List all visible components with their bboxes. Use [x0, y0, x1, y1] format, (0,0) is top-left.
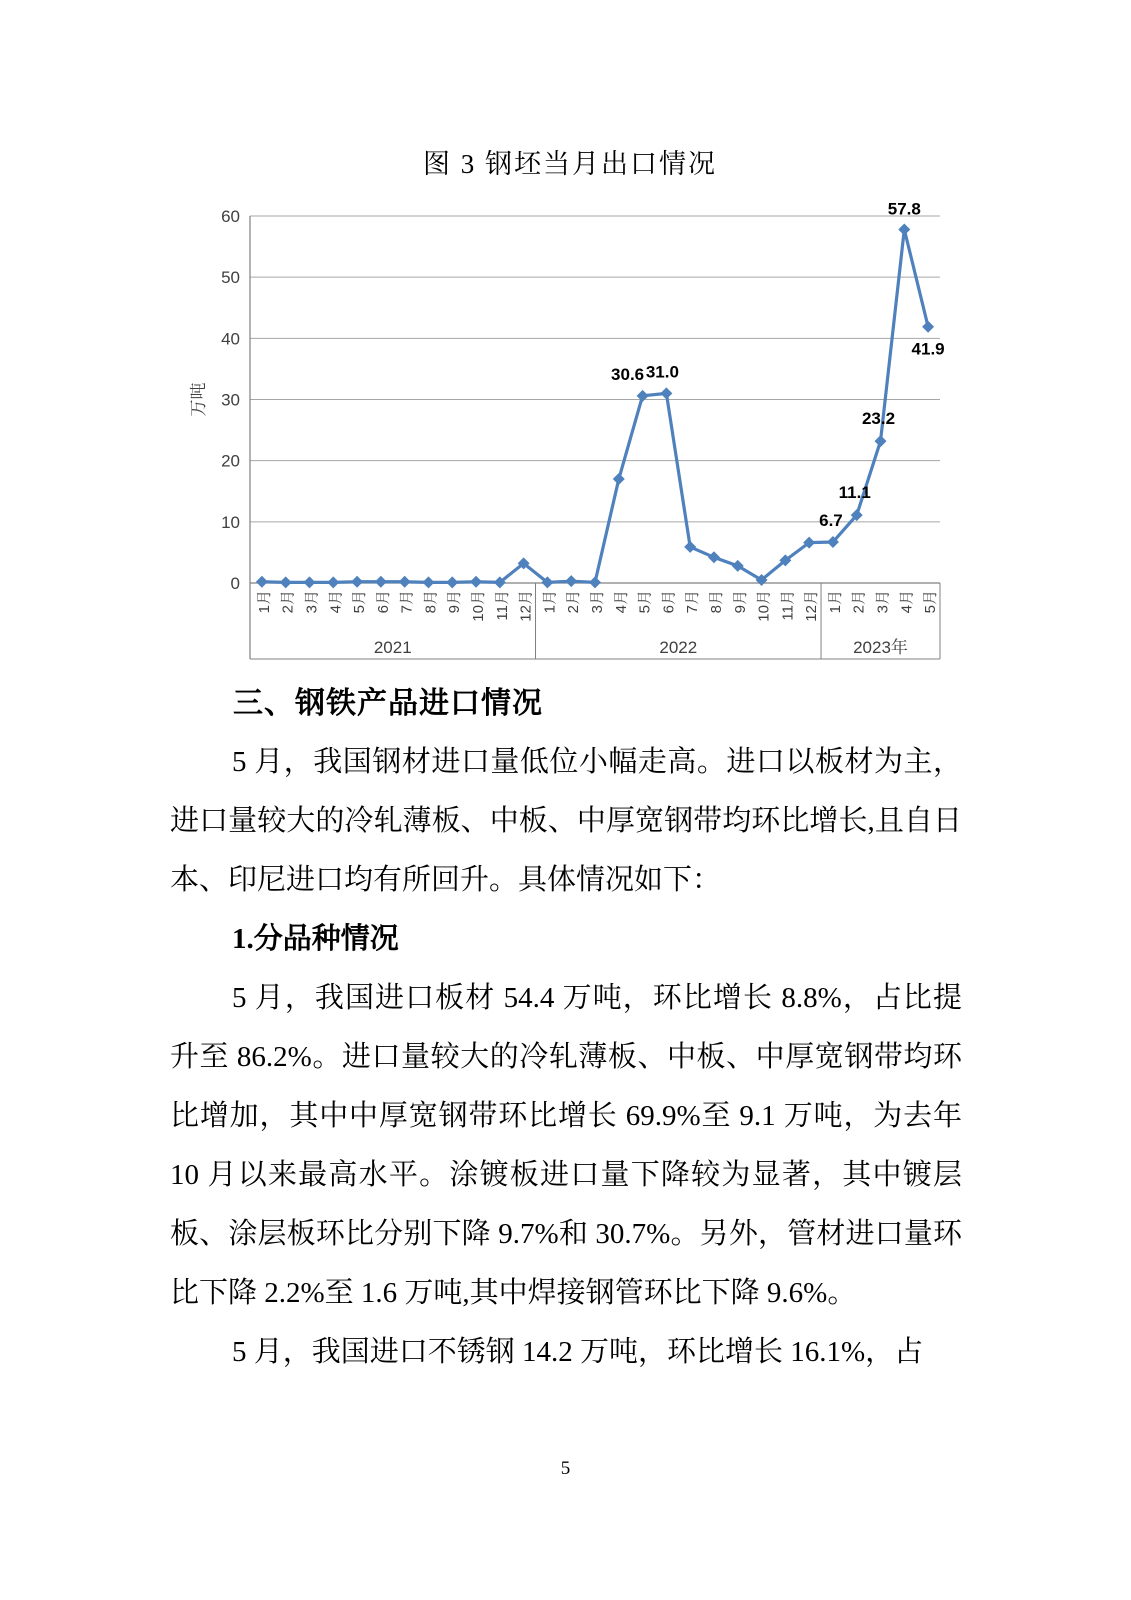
y-tick-label: 50 [221, 268, 240, 288]
year-label: 2023年 [853, 638, 908, 657]
y-tick-label: 30 [221, 390, 240, 410]
x-tick-label: 2月 [850, 590, 868, 614]
data-point-marker [684, 541, 696, 553]
x-tick-label: 10月 [755, 590, 773, 622]
data-point-marker [470, 576, 482, 588]
y-tick-label: 60 [221, 207, 240, 226]
y-tick-label: 10 [221, 512, 240, 532]
chart-title: 图 3 钢坯当月出口情况 [423, 149, 717, 179]
x-tick-label: 1月 [826, 590, 844, 614]
x-tick-label: 7月 [684, 590, 702, 614]
data-point-marker [875, 435, 887, 447]
data-label: 31.0 [645, 362, 679, 382]
x-tick-label: 8月 [422, 590, 440, 614]
billet-export-chart [180, 188, 1000, 668]
x-tick-label: 3月 [874, 590, 892, 614]
paragraph-stainless: 5 月，我国进口不锈钢 14.2 万吨，环比增长 16.1%，占 [232, 1336, 924, 1368]
x-tick-label: 11月 [779, 590, 797, 621]
data-point-marker [922, 321, 934, 333]
billet-export-chart-svg [180, 188, 1000, 668]
x-tick-label: 4月 [898, 590, 916, 614]
data-label: 11.1 [838, 483, 871, 503]
x-tick-label: 1月 [255, 590, 273, 614]
year-label: 2022 [659, 638, 698, 657]
data-point-marker [637, 390, 649, 402]
x-tick-label: 6月 [374, 590, 392, 614]
x-tick-label: 4月 [327, 590, 345, 614]
data-label: 23.2 [861, 409, 896, 429]
section-heading-imports: 三、钢铁产品进口情况 [233, 687, 543, 720]
data-point-marker [327, 576, 339, 588]
data-point-marker [422, 576, 434, 588]
data-point-marker [303, 576, 315, 588]
data-point-marker [256, 576, 268, 588]
data-point-marker [898, 223, 910, 235]
x-tick-label: 9月 [731, 590, 749, 614]
x-tick-label: 5月 [636, 590, 654, 614]
data-label: 30.6 [611, 364, 645, 384]
y-tick-label: 40 [221, 329, 240, 349]
x-tick-label: 5月 [922, 590, 940, 614]
data-point-marker [565, 575, 577, 587]
x-tick-label: 1月 [541, 590, 559, 614]
data-label: 6.7 [819, 511, 843, 531]
x-tick-label: 6月 [660, 590, 678, 614]
x-tick-label: 12月 [803, 590, 821, 622]
paragraph-overview: 5 月，我国钢材进口量低位小幅走高。进口以板材为主，进口量较大的冷轧薄板、中板、中厚宽钢带均环比增长,且自日本、印尼进口均有所回升。具体情况如下： [170, 746, 962, 896]
data-label: 41.9 [911, 339, 945, 359]
y-tick-label: 0 [230, 574, 240, 593]
body-text [170, 733, 962, 1382]
data-point-marker [660, 387, 672, 399]
x-tick-label: 2月 [565, 590, 583, 614]
data-point-marker [375, 576, 387, 588]
x-tick-label: 9月 [446, 590, 464, 614]
data-point-marker [351, 576, 363, 588]
data-point-marker [399, 576, 411, 588]
year-label: 2021 [373, 638, 412, 657]
page-number: 5 [560, 1458, 571, 1479]
data-point-marker [280, 576, 292, 588]
y-axis-title: 万吨 [189, 382, 208, 417]
data-point-marker [446, 576, 458, 588]
data-point-marker [589, 576, 601, 588]
data-point-marker [613, 473, 625, 485]
data-label: 57.8 [887, 199, 921, 219]
x-tick-label: 11月 [493, 590, 511, 621]
subheading-by-variety: 1.分品种情况 [232, 923, 399, 955]
x-tick-label: 8月 [707, 590, 725, 614]
x-tick-label: 7月 [398, 590, 416, 614]
x-tick-label: 4月 [612, 590, 630, 614]
data-point-marker [708, 551, 720, 563]
x-tick-label: 5月 [351, 590, 369, 614]
x-tick-label: 2月 [279, 590, 297, 614]
y-tick-label: 20 [221, 451, 240, 471]
x-tick-label: 3月 [303, 590, 321, 614]
paragraph-by-variety: 5 月，我国进口板材 54.4 万吨，环比增长 8.8%，占比提升至 86.2%。进口量较大的冷轧薄板、中板、中厚宽钢带均环比增加，其中中厚宽钢带环比增长 69.9%至 9.1 万吨，为去年 10 月以来最高水平。涂镀板进口量下降较为显著，其中镀层板、涂层板环比分别下降 9.7%和 30.7%。另外，管材进口量环比下降 2.2%至 1.6 万吨,其中焊接钢管环比下降 9.6%。 [170, 982, 962, 1309]
x-tick-label: 12月 [517, 590, 535, 622]
x-tick-label: 10月 [470, 590, 488, 622]
x-tick-label: 3月 [589, 590, 606, 614]
